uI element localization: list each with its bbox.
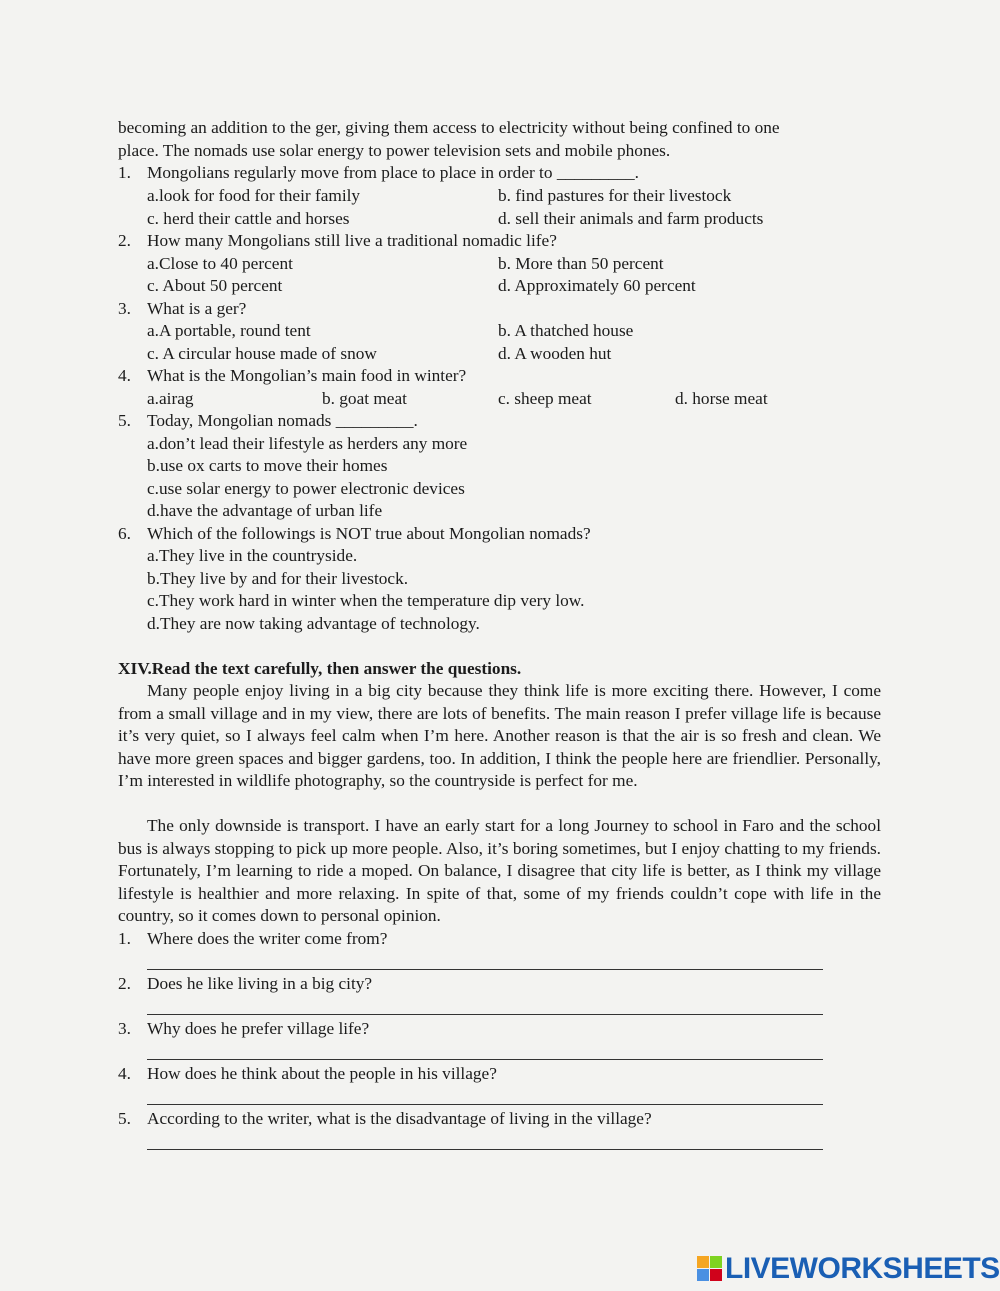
option-b: b. goat meat	[322, 389, 407, 408]
question-number: 5.	[118, 411, 131, 430]
question-text: Mongolians regularly move from place to place in order to _________.	[147, 163, 639, 182]
option-b: b.They live by and for their livestock.	[147, 569, 409, 588]
mc-question-2	[118, 230, 557, 253]
option-c: c. herd their cattle and horses	[147, 209, 350, 228]
question-number: 5.	[118, 1109, 131, 1128]
reading-paragraph-2: The only downside is transport. I have an early start for a long Journey to school in Faro and the school bus is always stopping to pick up more people. Also, it’s boring sometimes, but I enjoy chatting to my friends. Fortunately, I’m learning to ride a moped. On balance, I disagree that city life is better, as I think my village lifestyle is healthier and more relaxing. In spite of that, some of my friends couldn’t cope with life in the country, so it comes down to personal opinion.	[118, 816, 881, 925]
answer-line-3[interactable]	[147, 1059, 823, 1060]
question-text: Today, Mongolian nomads _________.	[147, 411, 418, 430]
option-a: a.A portable, round tent	[147, 321, 311, 340]
liveworksheets-logo[interactable]	[697, 1252, 1000, 1286]
open-question-3	[118, 1018, 369, 1041]
open-question-4	[118, 1063, 497, 1086]
option-b: b. A thatched house	[498, 321, 634, 340]
option-c: c. About 50 percent	[147, 276, 283, 295]
question-text: Which of the followings is NOT true about Mongolian nomads?	[147, 524, 591, 543]
option-d: d. sell their animals and farm products	[498, 209, 764, 228]
open-question-5	[118, 1108, 652, 1131]
question-number: 1.	[118, 929, 131, 948]
mc-question-3	[118, 298, 246, 321]
question-number: 2.	[118, 231, 131, 250]
question-text: What is a ger?	[147, 299, 247, 318]
answer-line-4[interactable]	[147, 1104, 823, 1105]
liveworksheets-logo-icon	[697, 1256, 723, 1282]
intro-line: place. The nomads use solar energy to power television sets and mobile phones.	[118, 140, 671, 160]
option-a: a.airag	[147, 389, 194, 408]
option-d: d. horse meat	[675, 389, 768, 408]
mc-question-6	[118, 523, 591, 546]
option-a: a.look for food for their family	[147, 186, 361, 205]
logo-text: LIVEWORKSHEETS	[725, 1252, 1000, 1285]
question-text: How does he think about the people in his village?	[147, 1064, 497, 1083]
question-number: 6.	[118, 524, 131, 543]
option-d: d. A wooden hut	[498, 344, 612, 363]
option-d: d.They are now taking advantage of technology.	[147, 614, 480, 633]
intro-text	[118, 117, 882, 162]
option-d: d. Approximately 60 percent	[498, 276, 696, 295]
option-a: a.They live in the countryside.	[147, 546, 358, 565]
option-c: c.They work hard in winter when the temperature dip very low.	[147, 591, 585, 610]
option-b: b. find pastures for their livestock	[498, 186, 732, 205]
answer-line-2[interactable]	[147, 1014, 823, 1015]
question-number: 3.	[118, 1019, 131, 1038]
mc-question-4	[118, 365, 466, 388]
question-number: 3.	[118, 299, 131, 318]
question-text: How many Mongolians still live a traditional nomadic life?	[147, 231, 557, 250]
answer-line-5[interactable]	[147, 1149, 823, 1150]
question-number: 1.	[118, 163, 131, 182]
question-text: According to the writer, what is the disadvantage of living in the village?	[147, 1109, 652, 1128]
mc-question-5	[118, 410, 418, 433]
intro-line: becoming an addition to the ger, giving them access to electricity without being confined to one	[118, 118, 780, 137]
option-c: c.use solar energy to power electronic devices	[147, 479, 465, 498]
question-number: 2.	[118, 974, 131, 993]
question-number: 4.	[118, 1064, 131, 1083]
reading-paragraph-1: Many people enjoy living in a big city because they think life is more exciting there. However, I come from a small village and in my view, there are lots of benefits. The main reason I prefer village life is because it’s very quiet, so I always feel calm when I’m here. Another reason is that the air is so fresh and clean. We have more green spaces and bigger gardens, too. In addition, I think the people here are friendlier. Personally, I’m interested in wildlife photography, so the countryside is perfect for me.	[118, 681, 881, 790]
option-c: c. A circular house made of snow	[147, 344, 377, 363]
question-text: What is the Mongolian’s main food in winter?	[147, 366, 467, 385]
option-a: a.Close to 40 percent	[147, 254, 293, 273]
mc-question-1	[118, 162, 639, 185]
section-heading: XIV.Read the text carefully, then answer the questions.	[118, 659, 522, 678]
answer-line-1[interactable]	[147, 969, 823, 970]
option-b: b. More than 50 percent	[498, 254, 664, 273]
option-c: c. sheep meat	[498, 389, 592, 408]
question-text: Does he like living in a big city?	[147, 974, 373, 993]
option-d: d.have the advantage of urban life	[147, 501, 383, 520]
open-question-1	[118, 928, 387, 951]
question-number: 4.	[118, 366, 131, 385]
option-b: b.use ox carts to move their homes	[147, 456, 388, 475]
open-question-2	[118, 973, 372, 996]
question-text: Where does the writer come from?	[147, 929, 388, 948]
option-a: a.don’t lead their lifestyle as herders any more	[147, 434, 468, 453]
question-text: Why does he prefer village life?	[147, 1019, 370, 1038]
